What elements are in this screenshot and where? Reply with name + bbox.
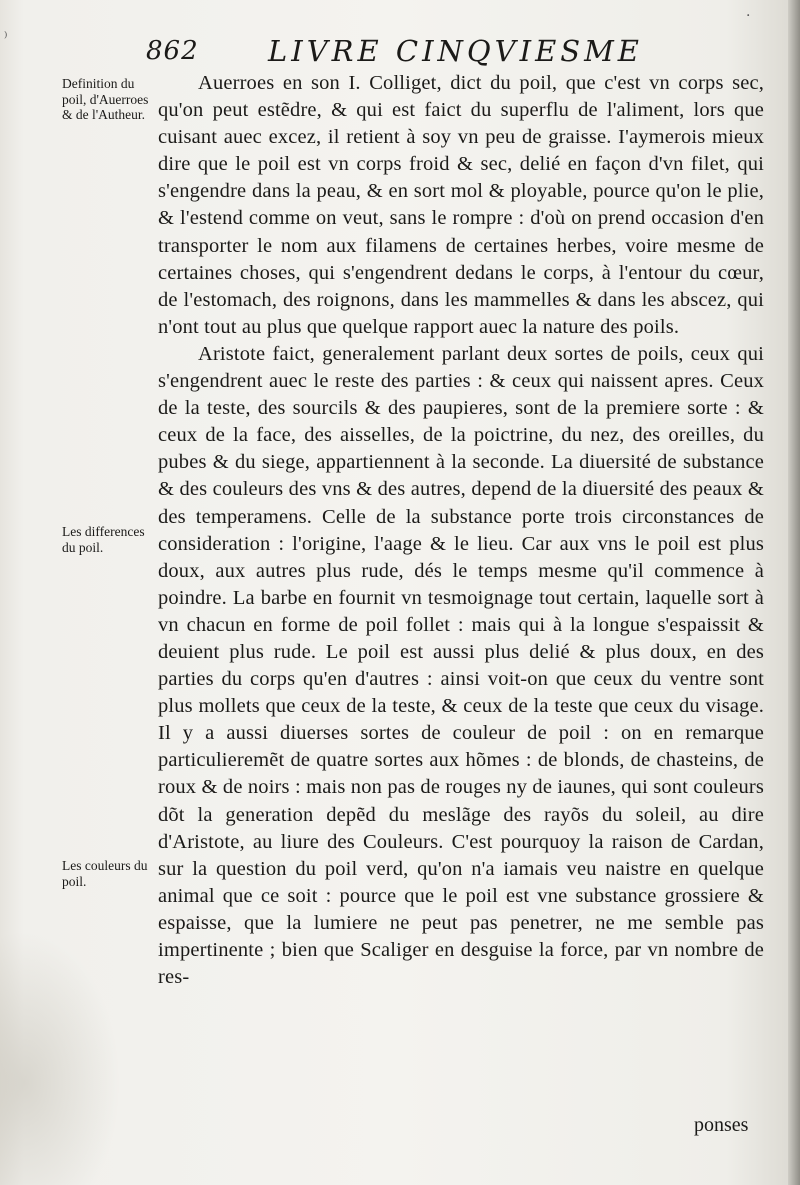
paragraph-2: Aristote faict, generalement parlant deux sortes de poils, ceux qui s'engendrent auec le reste des parties : & ceux qui naissent apres. Ceux de la teste, des sourcils & des paupieres, sont de la premiere sorte : & ceux de la face, des aisselles, de la poictrine, du nez, des oreilles, du pubes & du siege, appartiennent à la seconde. La diuersité de substance & des couleurs des vns & des autres, depend de la diuersité des peaux & des temperamens. Celle de la substance porte trois circonstances de consideration : l'origine, l'aage & le lieu. Car aux vns le poil est plus doux, aux autres plus rude, dés le temps mesme qu'il commence à poindre. La barbe en fournit vn tesmoignage tout certain, laquelle sort à vn chacun en forme de poil follet : mais qui à la longue s'espaissit & deuient plus rude. Le poil est aussi plus delié & plus doux, en des parties du corps qu'en d'autres : ainsi voit-on que ceux du ventre sont plus mollets que ceux de la teste, & ceux de la teste que ceux du visage. Il y a aussi diuerses sortes de couleur de poil : on en remarque particulieremẽt de quatre sortes aux hõmes : de blonds, de chasteins, de roux & de noirs : mais non pas de rouges ny de iaunes, qui sont couleurs dõt la generation depẽd du meslãge des rayõs du soleil, au dire d'Aristote, au liure des Couleurs. C'est pourquoy la raison de Cardan, sur la question du poil verd, qu'on n'a iamais veu naistre en quelque animal que ce soit : pource que le poil est vne substance grossiere & espaisse, que la lumiere ne peut pas penetrer, ne me semble pas impertinente ; bien que Scaliger en desguise la force, par vn nombre de res- xyxy=(158,342,764,989)
margin-notes xyxy=(0,0,150,1185)
page-edge xyxy=(788,0,800,1185)
margin-note-definition: Definition du poil, d'Auerroes & de l'Autheur. xyxy=(62,76,149,122)
catchword: ponses xyxy=(694,1114,749,1136)
stray-mark: ⁾ xyxy=(4,30,8,46)
page-number: 862 xyxy=(146,36,199,66)
stray-mark: · xyxy=(746,8,751,24)
margin-note-colors: Les couleurs du poil. xyxy=(62,858,148,889)
running-head: LIVRE CINQVIESME xyxy=(268,34,643,68)
body-text xyxy=(158,70,764,991)
margin-note-differences: Les differences du poil. xyxy=(62,524,145,555)
paragraph-1: Auerroes en son I. Colliget, dict du poil, que c'est vn corps sec, qu'on peut estẽdre, & qui est faict du superflu de l'aliment, lors que cuisant auec excez, il retient à soy vn peu de graisse. I'aymerois mieux dire que le poil est vn corps froid & sec, delié en façon d'vn filet, qui s'engendre dans la peau, & en sort mol & ployable, pource qu'on le plie, & l'estend comme on veut, sans le rompre : d'où on prend occasion d'en transporter le nom aux filamens de certaines herbes, voire mesme de certaines choses, qui s'engendrent dedans le corps, à l'entour du cœur, de l'estomach, des roignons, dans les mammelles & dans les abscez, qui n'ont tout au plus que quelque rapport auec la nature des poils. xyxy=(158,72,764,338)
